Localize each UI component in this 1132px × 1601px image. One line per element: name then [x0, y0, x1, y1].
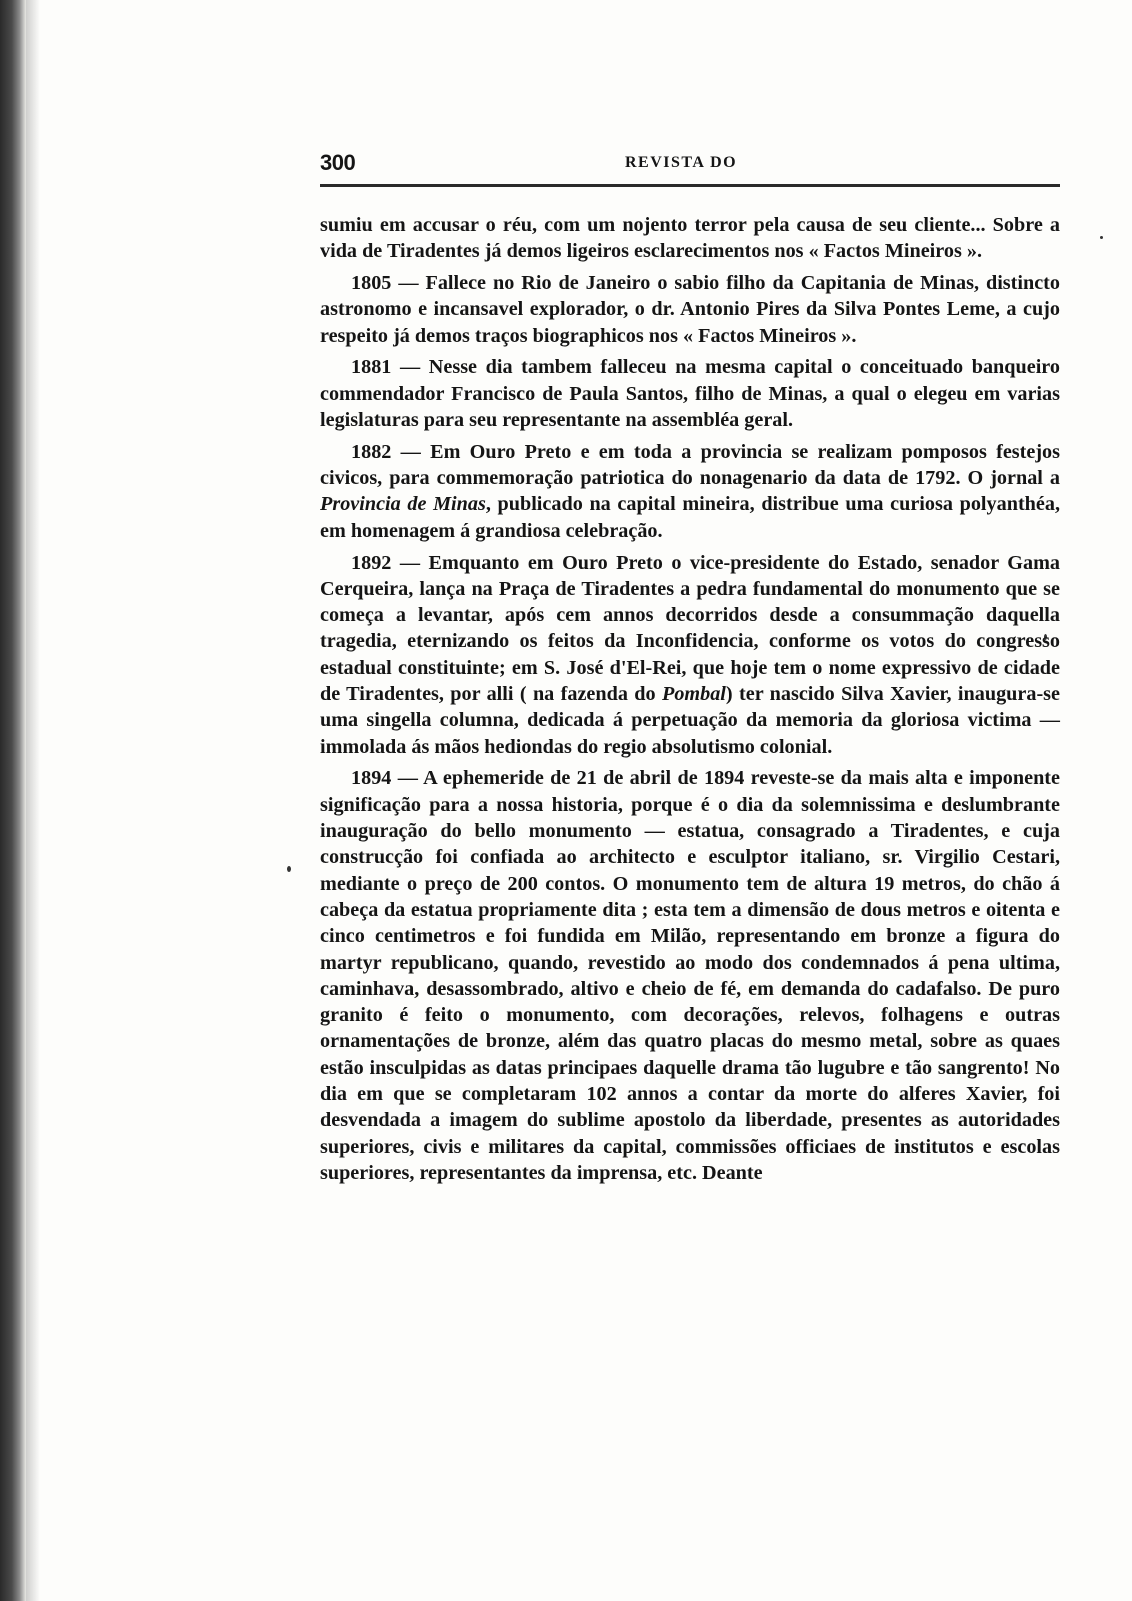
- newspaper-title: Provincia de Minas: [320, 493, 486, 516]
- paragraph-text: 1892 — Emquanto em Ouro Preto o vice-presidente do Estado, senador Gama Cerqueira, lança na Praça de Tiradentes a pedra fundamental do monumento que se começa a levantar, após cem annos decorridos desde a consummação daquella tragedia, eternizando os feitos da Inconfidencia, conforme os votos do congresso estadual constituinte; em S. José d'El-Rei, que hoje tem o nome expressivo de cidade de Tiradentes, por alli ( na fazenda do: [320, 551, 1060, 706]
- paragraph-continuation: sumiu em accusar o réu, com um nojento terror pela causa de seu cliente... Sobre a vida de Tiradentes já demos ligeiros esclarecimentos nos « Factos Mineiros ».: [320, 214, 1060, 263]
- header-rule: [320, 184, 1060, 187]
- paragraph-1881: 1881 — Nesse dia tambem falleceu na mesma capital o conceituado banqueiro commendador Francisco de Paula Santos, filho de Minas, a qual o elegeu em varias legislaturas para seu representante na assembléa geral.: [320, 356, 1060, 432]
- book-spine-shadow: [0, 0, 26, 1601]
- ink-speck: [287, 866, 291, 872]
- paragraph-text: , publicado na capital mineira, distribue uma curiosa polyanthéa, em homenagem á grandiosa celebração.: [320, 493, 1061, 542]
- ink-speck: [1100, 236, 1103, 239]
- running-head: REVISTA DO: [625, 154, 738, 171]
- place-name: Pombal: [661, 683, 726, 706]
- page-header: [320, 150, 1060, 178]
- paragraph-1882: [320, 439, 1060, 544]
- gutter-shadow: [26, 0, 40, 1601]
- page-number: 300: [320, 150, 356, 175]
- paragraph-text: ) ter nascido Silva Xavier, inaugura-se uma singella columna, dedicada á perpetuação da memoria da gloriosa victima — immolada ás mãos hediondas do regio absolutismo colonial.: [320, 683, 1060, 758]
- body-text: [320, 212, 1060, 1192]
- paragraph-1892: [320, 550, 1060, 760]
- paragraph-1894: 1894 — A ephemeride de 21 de abril de 1894 reveste-se da mais alta e imponente significação para a nossa historia, porque é o dia da solemnissima e deslumbrante inauguração do bello monumento — estatua, consagrado a Tiradentes, e cuja construcção foi confiada ao architecto e esculptor italiano, sr. Virgilio Cestari, mediante o preço de 200 contos. O monumento tem de altura 19 metros, do chão á cabeça da estatua propriamente dita ; esta tem a dimensão de dous metros e oitenta e cinco centimetros e foi fundida em Milão, representando em bronze a figura do martyr republicano, quando, revestido ao modo dos condemnados á pena ultima, caminhava, desassombrado, altivo e cheio de fé, em demanda do cadafalso. De puro granito é feito o monumento, com decorações, relevos, folhagens e outras ornamentações de bronze, além das quatro placas do mesmo metal, sobre as quaes estão insculpidas as datas principaes daquelle drama tão lugubre e tão sangrento! No dia em que se completaram 102 annos a contar da morte do alferes Xavier, foi desvendada a imagem do sublime apostolo da liberdade, presentes as autoridades superiores, civis e militares da capital, commissões officiaes de institutos e escolas superiores, representantes da imprensa, etc. Deante: [320, 767, 1060, 1184]
- paragraph-1805: 1805 — Fallece no Rio de Janeiro o sabio filho da Capitania de Minas, distincto astronomo e incansavel explorador, o dr. Antonio Pires da Silva Pontes Leme, a cujo respeito já demos traços biographicos nos « Factos Mineiros ».: [320, 272, 1060, 347]
- paragraph-text: 1882 — Em Ouro Preto e em toda a provincia se realizam pomposos festejos civicos, para commemoração patriotica do nonagenario da data de 1792. O jornal a: [320, 440, 1060, 490]
